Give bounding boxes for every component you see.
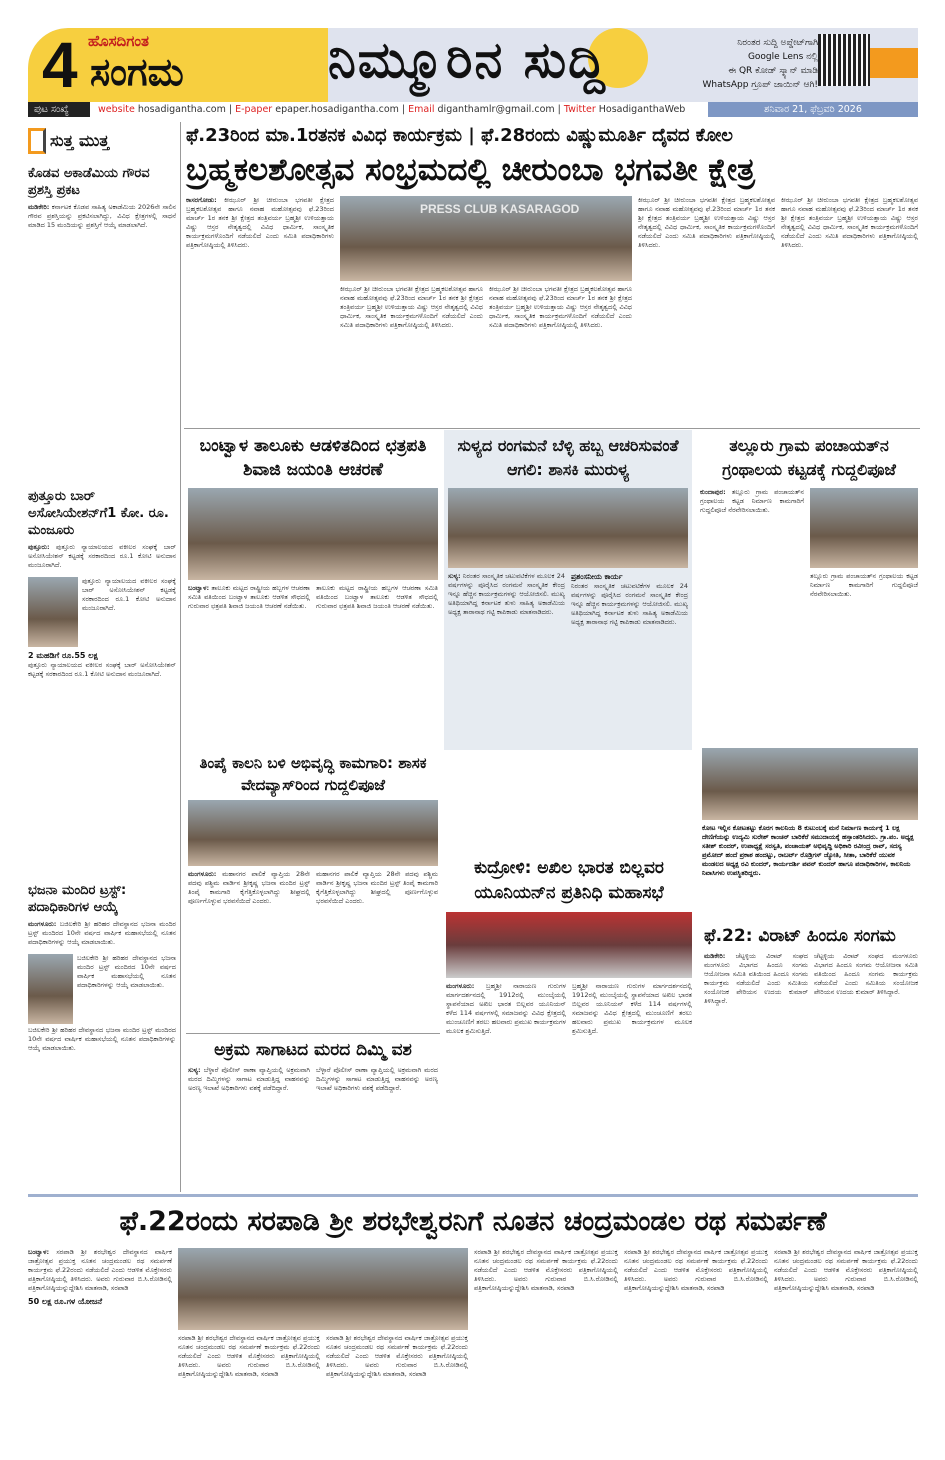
contact-links: website hosadigantha.com | E-paper epaper.hosadigantha.com | Email diganthamlr@gmail.com | Twitter HosadiganthaWeb [98,104,686,115]
dateline: ಮಂಗಳೂರು: [446,982,475,990]
page-label: ಪುಟ ಸಂಖ್ಯೆ [28,102,90,117]
article-body: ಪುತ್ತೂರು ನ್ಯಾಯಾಲಯದ ವಕೀಲರ ಸಂಘಕ್ಕೆ ಬಾರ್ ಅಸೋಸಿಯೇಶನ್ ಕಟ್ಟಡಕ್ಕೆ ಸರಕಾರದಿಂದ ರೂ.1 ಕೋಟಿ ಅನುದಾನ ಮಂಜೂರಾಗಿದೆ. [28,661,176,678]
press-meet-photo [178,1248,468,1330]
event-photo [810,488,918,568]
dateline: ಕಾಸರಗೋಡು: [186,196,217,204]
dateline: ಮಡಿಕೇರಿ: [704,952,726,960]
article-body: ಸರಪಾಡಿ ಶ್ರೀ ಶರಭೇಶ್ವರ ದೇವಸ್ಥಾನದ ವಾರ್ಷಿಕ ಜಾತ್ರೋತ್ಸವ ಪ್ರಯುಕ್ತ ನೂತನ ಚಂದ್ರಮಂಡಲ ರಥ ಸಮರ್ಪಣೆ ಕಾರ್ಯಕ್ರಮ ಫೆ.22ರಂದು ನಡೆಯಲಿದೆ ಎಂದು ಆಡಳಿತ ಮೊಕ್ತೇಸರರು ಪತ್ರಿಕಾಗೋಷ್ಠಿಯಲ್ಲಿ ತಿಳಿಸಿದರು. ಅವರು ಗುರುವಾರ ಬಿ.ಸಿ.ರೋಡಿನಲ್ಲಿ ಪತ್ರಿಕಾಗೋಷ್ಠಿಯನ್ನುದ್ದೇಶಿಸಿ ಮಾತನಾಡಿ, ಸರಪಾಡಿ [624,1248,768,1292]
event-photo [448,488,688,568]
kota-photo-story [702,748,918,878]
article-body: ಪುತ್ತೂರು ನ್ಯಾಯಾಲಯದ ವಕೀಲರ ಸಂಘಕ್ಕೆ ಬಾರ್ ಅಸೋಸಿಯೇಶನ್ ಕಟ್ಟಡಕ್ಕೆ ಸರಕಾರದಿಂದ ರೂ.1 ಕೋಟಿ ಅನುದಾನ ಮಂಜೂರಾಗಿದೆ. [82,577,176,612]
headline: ತಿಂಪೈ ಕಾಲನಿ ಬಳಿ ಅಭಿವೃದ್ಧಿ ಕಾಮಗಾರಿ: ಶಾಸಕ ವೇದವ್ಯಾಸ್‌ರಿಂದ ಗುದ್ದಲಿಪೂಜೆ [199,754,427,794]
story-kodava [28,165,176,488]
article-body: ಸರಪಾಡಿ ಶ್ರೀ ಶರಭೇಶ್ವರ ದೇವಸ್ಥಾನದ ವಾರ್ಷಿಕ ಜಾತ್ರೋತ್ಸವ ಪ್ರಯುಕ್ತ ನೂತನ ಚಂದ್ರಮಂಡಲ ರಥ ಸಮರ್ಪಣೆ ಕಾರ್ಯಕ್ರಮ ಫೆ.22ರಂದು ನಡೆಯಲಿದೆ ಎಂದು ಆಡಳಿತ ಮೊಕ್ತೇಸರರು ಪತ್ರಿಕಾಗೋಷ್ಠಿಯಲ್ಲಿ ತಿಳಿಸಿದರು. ಅವರು ಗುರುವಾರ ಬಿ.ಸಿ.ರೋಡಿನಲ್ಲಿ ಪತ್ರಿಕಾಗೋಷ್ಠಿಯನ್ನುದ್ದೇಶಿಸಿ ಮಾತನಾಡಿ, ಸರಪಾಡಿ [774,1248,918,1292]
subheading: 2 ಮಹಡಿಗೆ ರೂ.55 ಲಕ್ಷ [28,651,98,660]
article-body: ಮಹಾನಗರ ಪಾಲಿಕೆ ವ್ಯಾಪ್ತಿಯ 28ನೇ ಪದವು ಪಶ್ಚಿಮ ವಾರ್ಡಿನ ಶ್ರೀಕೃಷ್ಣ ಭಜನಾ ಮಂದಿರ ಟ್ರಸ್ಟ್ ತಿಂಪೈ ಕಾಮಗಾರಿ ಕೈಗೆತ್ತಿಕೊಳ್ಳಲಾಗಿದ್ದು ಶೀಘ್ರದಲ್ಲಿ ಪೂರ್ಣಗೊಳ್ಳುವ ಭರವಸೆಯಿದೆ ಎಂದರು. [188,870,310,905]
qr-line: WhatsApp ಗ್ರೂಪ್ ಜಾಯಿನ್ ಆಗಿ! [702,80,818,90]
section-header [28,128,178,154]
subheading: 50 ಲಕ್ಷ ರೂ.ಗಳ ಯೋಜನೆ [28,1297,103,1306]
headline: ಕೊಡವ ಅಕಾಡೆಮಿಯ ಗೌರವ ಪ್ರಶಸ್ತಿ ಪ್ರಕಟ [28,166,150,198]
headline: ಭಜನಾ ಮಂದಿರ ಟ್ರಸ್ಟ್: ಪದಾಧಿಕಾರಿಗಳ ಆಯ್ಕೆ [28,883,127,915]
article-body: ಬಜಿಲಕೇರಿ ಶ್ರೀ ಹರಿಹರ ದೇವಸ್ಥಾನದ ಭಜನಾ ಮಂದಿರ ಟ್ರಸ್ಟ್ ಮಂದಿರದ 10ನೇ ವರ್ಷದ ವಾರ್ಷಿಕ ಮಹಾಸಭೆಯಲ್ಲಿ ನೂತನ ಪದಾಧಿಕಾರಿಗಳನ್ನು ಆಯ್ಕೆ ಮಾಡಲಾಯಿತು. [28,920,176,946]
qr-line: ನಿರಂತರ ಸುದ್ದಿ ಅಪ್ಡೇಟ್‌ಗಾಗಿ [737,38,818,48]
article-body: ತಲ್ಲೂರು ಗ್ರಾಮ ಪಂಚಾಯತ್‌ನ ಗ್ರಂಥಾಲಯ ಕಟ್ಟಡ ನಿರ್ಮಾಣ ಕಾಮಗಾರಿಗೆ ಗುದ್ದಲಿಪೂಜೆ ನೆರವೇರಿಸಲಾಯಿತು. [810,572,918,598]
event-photo [188,488,438,580]
event-photo [702,748,918,820]
headline: ಫೆ.22ರಂದು ಸರಪಾಡಿ ಶ್ರೀ ಶರಭೇಶ್ವರನಿಗೆ ನೂತನ ಚಂದ್ರಮಂಡಲ ರಥ ಸಮರ್ಪಣೆ [119,1206,827,1237]
headline: ಸುಳ್ಯದ ರಂಗಮನೆ ಬೆಳ್ಳಿ ಹಬ್ಬ ಆಚರಿಸುವಂತೆ ಆಗಲಿ: ಶಾಸಕಿ ಮುರುಳ್ಯ [457,436,679,479]
event-photo [188,800,438,866]
story-virat-hindu-sangama [704,924,918,1192]
article-body: ತಾಲೂಕು ಮಟ್ಟದ ರಾಷ್ಟ್ರೀಯ ಹಬ್ಬಗಳ ಆಚರಣಾ ಸಮಿತಿ ವತಿಯಿಂದ ಬಂಟ್ವಾಳ ತಾಲೂಕು ಆಡಳಿತ ಸೌಧದಲ್ಲಿ ಗುರುವಾರ ಛತ್ರಪತಿ ಶಿವಾಜಿ ಜಯಂತಿ ಆಚರಣೆ ನಡೆಯಿತು. [188,584,310,610]
story-talluru [700,434,918,688]
press-meet-photo [340,196,632,281]
article-body: ಕೀಝೂರ್ ಶ್ರೀ ಚೀರುಂಬಾ ಭಗವತೀ ಕ್ಷೇತ್ರದ ಬ್ರಹ್ಮಕಲಶೋತ್ಸವ ಹಾಗೂ ನವಾಹ ಮಹೋತ್ಸವವು ಫೆ.23ರಿಂದ ಮಾರ್ಚ್ 1ರ ತನಕ ಶ್ರೀ ಕ್ಷೇತ್ರದ ತಂತ್ರಿವರ್ಯ ಬ್ರಹ್ಮಶ್ರೀ ಉಳಿಯತ್ತಾಯ ವಿಷ್ಣು ಆಸ್ರರ ನೇತೃತ್ವದಲ್ಲಿ ವಿವಿಧ ಧಾರ್ಮಿಕ, ಸಾಂಸ್ಕೃತಿಕ ಕಾರ್ಯಕ್ರಮಗಳೊಂದಿಗೆ ನಡೆಯಲಿದೆ ಎಂದು ಸಮಿತಿ ಪದಾಧಿಕಾರಿಗಳು ಪತ್ರಿಕಾಗೋಷ್ಠಿಯಲ್ಲಿ ತಿಳಿಸಿದರು. [186,196,334,249]
article-body: ಸರಪಾಡಿ ಶ್ರೀ ಶರಭೇಶ್ವರ ದೇವಸ್ಥಾನದ ವಾರ್ಷಿಕ ಜಾತ್ರೋತ್ಸವ ಪ್ರಯುಕ್ತ ನೂತನ ಚಂದ್ರಮಂಡಲ ರಥ ಸಮರ್ಪಣೆ ಕಾರ್ಯಕ್ರಮ ಫೆ.22ರಂದು ನಡೆಯಲಿದೆ ಎಂದು ಆಡಳಿತ ಮೊಕ್ತೇಸರರು ಪತ್ರಿಕಾಗೋಷ್ಠಿಯಲ್ಲಿ ತಿಳಿಸಿದರು. ಅವರು ಗುರುವಾರ ಬಿ.ಸಿ.ರೋಡಿನಲ್ಲಿ ಪತ್ರಿಕಾಗೋಷ್ಠಿಯನ್ನುದ್ದೇಶಿಸಿ ಮಾತನಾಡಿ, ಸರಪಾಡಿ [178,1334,320,1378]
article-body: ಚೆಟ್ಟಳ್ಳಿಯ ವಿರಾಟ್ ಸಂಘದ ಮಂಗಳೂರು ವಿಭಾಗದ ಹಿಂದೂ ಸಂಗಮ ಆಯೋಜನಾ ಸಮಿತಿ ವತಿಯಿಂದ ಹಿಂದೂ ಸಂಗಮ ಕಾರ್ಯಕ್ರಮ ನಡೆಯಲಿದೆ ಎಂದು ಸಮಿತಿಯ ಸಂಯೋಜಕ ಪೇರಿಯನ ಉದಯ ಕುಮಾರ್ ತಿಳಿಸಿದ್ದಾರೆ. [814,952,918,996]
page-title: ನಿಮ್ಮೂರಿನ ಸುದ್ದಿ [328,30,607,89]
masthead [28,28,918,102]
article-body: ಮಹಾನಗರ ಪಾಲಿಕೆ ವ್ಯಾಪ್ತಿಯ 28ನೇ ಪದವು ಪಶ್ಚಿಮ ವಾರ್ಡಿನ ಶ್ರೀಕೃಷ್ಣ ಭಜನಾ ಮಂದಿರ ಟ್ರಸ್ಟ್ ತಿಂಪೈ ಕಾಮಗಾರಿ ಕೈಗೆತ್ತಿಕೊಳ್ಳಲಾಗಿದ್ದು ಶೀಘ್ರದಲ್ಲಿ ಪೂರ್ಣಗೊಳ್ಳುವ ಭರವಸೆಯಿದೆ ಎಂದರು. [316,870,438,905]
story-puttur-bar [28,488,176,791]
dateline: ಸುಳ್ಯ: [188,1066,201,1074]
dateline: ಸುಳ್ಯ: [448,572,461,580]
article-body: ಕರ್ನಾಟಕ ಕೊಡವ ಸಾಹಿತ್ಯ ಅಕಾಡೆಮಿಯ 2026ನೇ ಸಾಲಿನ ಗೌರವ ಪ್ರಶಸ್ತಿಯನ್ನು ಪ್ರಕಟಿಸಲಾಗಿದ್ದು, ವಿವಿಧ ಕ್ಷೇತ್ರಗಳಲ್ಲಿ ಸಾಧನೆ ಮಾಡಿದ 15 ಮಂದಿಯನ್ನು ಪ್ರಶಸ್ತಿಗೆ ಆಯ್ಕೆ ಮಾಡಲಾಗಿದೆ. [28,203,176,229]
headline: ತಲ್ಲೂರು ಗ್ರಾಮ ಪಂಚಾಯತ್‌ನ ಗ್ರಂಥಾಲಯ ಕಟ್ಟಡಕ್ಕೆ ಗುದ್ದಲಿಪೂಜೆ [722,436,896,479]
section-title: ಸುತ್ತ ಮುತ್ತ [50,131,110,150]
person-photo [28,954,73,1024]
dateline: ಮಂಗಳೂರು: [188,870,217,878]
article-body: ಬ್ರಹ್ಮಶ್ರೀ ನಾರಾಯಣ ಗುರುಗಳ ಮಾರ್ಗದರ್ಶನದಲ್ಲಿ 1912ರಲ್ಲಿ ಮುಂಬೈಯಲ್ಲಿ ಸ್ಥಾಪನೆಯಾದ ಅಖಿಲ ಭಾರತ ಬಿಲ್ಲವರ ಯೂನಿಯನ್ ಕಳೆದ 114 ವರ್ಷಗಳಲ್ಲಿ ಸಮಾಜವನ್ನು ವಿವಿಧ ಕ್ಷೇತ್ರದಲ್ಲಿ ಮುಂಚೂಣಿಗೆ ತರಲು ಹಲವಾರು ಪ್ರಮುಖ ಕಾರ್ಯಕ್ರಮಗಳ ಮೂಲಕ ಶ್ರಮಿಸುತ್ತಿದೆ. [572,982,692,1035]
event-photo [446,912,692,978]
article-body: ನಿರಂತರ ಸಾಂಸ್ಕೃತಿಕ ಚಟುವಟಿಕೆಗಳ ಮೂಲಕ 24 ವರ್ಷಗಳನ್ನು ಪೂರೈಸಿದ ರಂಗಮನೆ ಸಾಂಸ್ಕೃತಿಕ ಕೇಂದ್ರ ಇನ್ನೂ ಹೆಚ್ಚಿನ ಕಾರ್ಯಕ್ರಮಗಳನ್ನು ಆಯೋಜಿಸಲಿ. ಮುಖ್ಯ ಅತಿಥಿಯಾಗಿದ್ದ ಕರ್ನಾಟಕ ತುಳು ಸಾಹಿತ್ಯ ಅಕಾಡೆಮಿಯ ಅಧ್ಯಕ್ಷ ತಾರಾನಾಥ ಗಟ್ಟಿ ಕಾಪಿಕಾಡು ಮಾತನಾಡಿದರು. [571,582,688,626]
dateline: ಕುಂದಾಪುರ: [700,488,726,496]
headline: ಫೆ.22: ವಿರಾಟ್ ಹಿಂದೂ ಸಂಗಮ [704,926,896,946]
column-divider [180,122,181,1192]
article-body: ತಲ್ಲೂರು ಗ್ರಾಮ ಪಂಚಾಯತ್‌ನ ಗ್ರಂಥಾಲಯ ಕಟ್ಟಡ ನಿರ್ಮಾಣ ಕಾಮಗಾರಿಗೆ ಗುದ್ದಲಿಪೂಜೆ ನೆರವೇರಿಸಲಾಯಿತು. [700,488,804,514]
headline: ಪುತ್ತೂರು ಬಾರ್ ಅಸೋಸಿಯೇಶನ್‌ಗೆ1 ಕೋ. ರೂ. ಮಂಜೂರು [28,489,169,538]
issue-date: ಶನಿವಾರ 21, ಫೆಬ್ರವರಿ 2026 [708,102,918,117]
article-body: ಬ್ರಹ್ಮಶ್ರೀ ನಾರಾಯಣ ಗುರುಗಳ ಮಾರ್ಗದರ್ಶನದಲ್ಲಿ 1912ರಲ್ಲಿ ಮುಂಬೈಯಲ್ಲಿ ಸ್ಥಾಪನೆಯಾದ ಅಖಿಲ ಭಾರತ ಬಿಲ್ಲವರ ಯೂನಿಯನ್ ಕಳೆದ 114 ವರ್ಷಗಳಲ್ಲಿ ಸಮಾಜವನ್ನು ವಿವಿಧ ಕ್ಷೇತ್ರದಲ್ಲಿ ಮುಂಚೂಣಿಗೆ ತರಲು ಹಲವಾರು ಪ್ರಮುಖ ಕಾರ್ಯಕ್ರಮಗಳ ಮೂಲಕ ಶ್ರಮಿಸುತ್ತಿದೆ. [446,982,566,1035]
orange-accent [870,48,918,78]
article-body: ಬೆಳ್ಳಾರೆ ಪೊಲೀಸ್ ಠಾಣಾ ವ್ಯಾಪ್ತಿಯಲ್ಲಿ ಅಕ್ರಮವಾಗಿ ಮರದ ದಿಮ್ಮಿಗಳನ್ನು ಸಾಗಾಟ ಮಾಡುತ್ತಿದ್ದ ವಾಹನವನ್ನು ಅರಣ್ಯ ಇಲಾಖೆ ಅಧಿಕಾರಿಗಳು ವಶಕ್ಕೆ ಪಡೆದಿದ್ದಾರೆ. [316,1066,438,1092]
qr-line: ಈ QR ಕೋಡ್ ಸ್ಕ್ಯಾನ್ ಮಾಡಿ [728,66,818,76]
story-bantwal [188,434,438,732]
article-body: ಚೆಟ್ಟಳ್ಳಿಯ ವಿರಾಟ್ ಸಂಘದ ಮಂಗಳೂರು ವಿಭಾಗದ ಹಿಂದೂ ಸಂಗಮ ಆಯೋಜನಾ ಸಮಿತಿ ವತಿಯಿಂದ ಹಿಂದೂ ಸಂಗಮ ಕಾರ್ಯಕ್ರಮ ನಡೆಯಲಿದೆ ಎಂದು ಸಮಿತಿಯ ಸಂಯೋಜಕ ಪೇರಿಯನ ಉದಯ ಕುಮಾರ್ ತಿಳಿಸಿದ್ದಾರೆ. [704,952,808,1005]
story-akrama [188,1038,438,1186]
article-body: ನಿರಂತರ ಸಾಂಸ್ಕೃತಿಕ ಚಟುವಟಿಕೆಗಳ ಮೂಲಕ 24 ವರ್ಷಗಳನ್ನು ಪೂರೈಸಿದ ರಂಗಮನೆ ಸಾಂಸ್ಕೃತಿಕ ಕೇಂದ್ರ ಇನ್ನೂ ಹೆಚ್ಚಿನ ಕಾರ್ಯಕ್ರಮಗಳನ್ನು ಆಯೋಜಿಸಲಿ. ಮುಖ್ಯ ಅತಿಥಿಯಾಗಿದ್ದ ಕರ್ನಾಟಕ ತುಳು ಸಾಹಿತ್ಯ ಅಕಾಡೆಮಿಯ ಅಧ್ಯಕ್ಷ ತಾರಾನಾಥ ಗಟ್ಟಿ ಕಾಪಿಕಾಡು ಮಾತನಾಡಿದರು. [448,572,565,616]
article-body: ಬಜಿಲಕೇರಿ ಶ್ರೀ ಹರಿಹರ ದೇವಸ್ಥಾನದ ಭಜನಾ ಮಂದಿರ ಟ್ರಸ್ಟ್ ಮಂದಿರದ 10ನೇ ವರ್ಷದ ವಾರ್ಷಿಕ ಮಹಾಸಭೆಯಲ್ಲಿ ನೂತನ ಪದಾಧಿಕಾರಿಗಳನ್ನು ಆಯ್ಕೆ ಮಾಡಲಾಯಿತು. [77,954,176,989]
story-sullia [444,430,692,750]
article-body: ಕೀಝೂರ್ ಶ್ರೀ ಚೀರುಂಬಾ ಭಗವತೀ ಕ್ಷೇತ್ರದ ಬ್ರಹ್ಮಕಲಶೋತ್ಸವ ಹಾಗೂ ನವಾಹ ಮಹೋತ್ಸವವು ಫೆ.23ರಿಂದ ಮಾರ್ಚ್ 1ರ ತನಕ ಶ್ರೀ ಕ್ಷೇತ್ರದ ತಂತ್ರಿವರ್ಯ ಬ್ರಹ್ಮಶ್ರೀ ಉಳಿಯತ್ತಾಯ ವಿಷ್ಣು ಆಸ್ರರ ನೇತೃತ್ವದಲ್ಲಿ ವಿವಿಧ ಧಾರ್ಮಿಕ, ಸಾಂಸ್ಕೃತಿಕ ಕಾರ್ಯಕ್ರಮಗಳೊಂದಿಗೆ ನಡೆಯಲಿದೆ ಎಂದು ಸಮಿತಿ ಪದಾಧಿಕಾರಿಗಳು ಪತ್ರಿಕಾಗೋಷ್ಠಿಯಲ್ಲಿ ತಿಳಿಸಿದರು. [489,285,632,329]
article-body: ಕೀಝೂರ್ ಶ್ರೀ ಚೀರುಂಬಾ ಭಗವತೀ ಕ್ಷೇತ್ರದ ಬ್ರಹ್ಮಕಲಶೋತ್ಸವ ಹಾಗೂ ನವಾಹ ಮಹೋತ್ಸವವು ಫೆ.23ರಿಂದ ಮಾರ್ಚ್ 1ರ ತನಕ ಶ್ರೀ ಕ್ಷೇತ್ರದ ತಂತ್ರಿವರ್ಯ ಬ್ರಹ್ಮಶ್ರೀ ಉಳಿಯತ್ತಾಯ ವಿಷ್ಣು ಆಸ್ರರ ನೇತೃತ್ವದಲ್ಲಿ ವಿವಿಧ ಧಾರ್ಮಿಕ, ಸಾಂಸ್ಕೃತಿಕ ಕಾರ್ಯಕ್ರಮಗಳೊಂದಿಗೆ ನಡೆಯಲಿದೆ ಎಂದು ಸಮಿತಿ ಪದಾಧಿಕಾರಿಗಳು ಪತ್ರಿಕಾಗೋಷ್ಠಿಯಲ್ಲಿ ತಿಳಿಸಿದರು. [638,196,775,249]
website-label: website [98,104,135,115]
photo-backdrop-text: PRESS CLUB KASARAGOD [420,202,580,216]
dateline: ಮಂಗಳೂರು: [28,920,57,928]
email-label: Email [408,104,435,115]
headline: ಕುದ್ರೋಳಿ: ಅಖಿಲ ಭಾರತ ಬಿಲ್ಲವರ ಯೂನಿಯನ್‌ನ ಪ್ರತಿನಿಧಿ ಮಹಾಸಭೆ [474,858,664,903]
article-body: ಸರಪಾಡಿ ಶ್ರೀ ಶರಭೇಶ್ವರ ದೇವಸ್ಥಾನದ ವಾರ್ಷಿಕ ಜಾತ್ರೋತ್ಸವ ಪ್ರಯುಕ್ತ ನೂತನ ಚಂದ್ರಮಂಡಲ ರಥ ಸಮರ್ಪಣೆ ಕಾರ್ಯಕ್ರಮ ಫೆ.22ರಂದು ನಡೆಯಲಿದೆ ಎಂದು ಆಡಳಿತ ಮೊಕ್ತೇಸರರು ಪತ್ರಿಕಾಗೋಷ್ಠಿಯಲ್ಲಿ ತಿಳಿಸಿದರು. ಅವರು ಗುರುವಾರ ಬಿ.ಸಿ.ರೋಡಿನಲ್ಲಿ ಪತ್ರಿಕಾಗೋಷ್ಠಿಯನ್ನುದ್ದೇಶಿಸಿ ಮಾತನಾಡಿ, ಸರಪಾಡಿ [474,1248,618,1292]
divider [28,1194,918,1197]
dateline: ಬಂಟ್ವಾಳ: [188,584,210,592]
qr-line: Google Lens ನಲ್ಲಿ [747,52,818,62]
story-sarapadi [28,1200,918,1438]
headline: ಬಂಟ್ವಾಳ ತಾಲೂಕು ಆಡಳಿತದಿಂದ ಛತ್ರಪತಿ ಶಿವಾಜಿ ಜಯಂತಿ ಆಚರಣೆ [199,436,427,480]
article-body: ಕೀಝೂರ್ ಶ್ರೀ ಚೀರುಂಬಾ ಭಗವತೀ ಕ್ಷೇತ್ರದ ಬ್ರಹ್ಮಕಲಶೋತ್ಸವ ಹಾಗೂ ನವಾಹ ಮಹೋತ್ಸವವು ಫೆ.23ರಿಂದ ಮಾರ್ಚ್ 1ರ ತನಕ ಶ್ರೀ ಕ್ಷೇತ್ರದ ತಂತ್ರಿವರ್ಯ ಬ್ರಹ್ಮಶ್ರೀ ಉಳಿಯತ್ತಾಯ ವಿಷ್ಣು ಆಸ್ರರ ನೇತೃತ್ವದಲ್ಲಿ ವಿವಿಧ ಧಾರ್ಮಿಕ, ಸಾಂಸ್ಕೃತಿಕ ಕಾರ್ಯಕ್ರಮಗಳೊಂದಿಗೆ ನಡೆಯಲಿದೆ ಎಂದು ಸಮಿತಿ ಪದಾಧಿಕಾರಿಗಳು ಪತ್ರಿಕಾಗೋಷ್ಠಿಯಲ್ಲಿ ತಿಳಿಸಿದರು. [340,285,483,329]
dateline: ಮಡಿಕೇರಿ: [28,203,50,211]
twitter-link[interactable]: HosadiganthaWeb [598,104,686,115]
twitter-label: Twitter [563,104,596,115]
epaper-label: E-paper [235,104,273,115]
qr-instructions [668,36,818,92]
article-body: ಸರಪಾಡಿ ಶ್ರೀ ಶರಭೇಶ್ವರ ದೇವಸ್ಥಾನದ ವಾರ್ಷಿಕ ಜಾತ್ರೋತ್ಸವ ಪ್ರಯುಕ್ತ ನೂತನ ಚಂದ್ರಮಂಡಲ ರಥ ಸಮರ್ಪಣೆ ಕಾರ್ಯಕ್ರಮ ಫೆ.22ರಂದು ನಡೆಯಲಿದೆ ಎಂದು ಆಡಳಿತ ಮೊಕ್ತೇಸರರು ಪತ್ರಿಕಾಗೋಷ್ಠಿಯಲ್ಲಿ ತಿಳಿಸಿದರು. ಅವರು ಗುರುವಾರ ಬಿ.ಸಿ.ರೋಡಿನಲ್ಲಿ ಪತ್ರಿಕಾಗೋಷ್ಠಿಯನ್ನುದ್ದೇಶಿಸಿ ಮಾತನಾಡಿ, ಸರಪಾಡಿ [326,1334,468,1378]
article-body: ತಾಲೂಕು ಮಟ್ಟದ ರಾಷ್ಟ್ರೀಯ ಹಬ್ಬಗಳ ಆಚರಣಾ ಸಮಿತಿ ವತಿಯಿಂದ ಬಂಟ್ವಾಳ ತಾಲೂಕು ಆಡಳಿತ ಸೌಧದಲ್ಲಿ ಗುರುವಾರ ಛತ್ರಪತಿ ಶಿವಾಜಿ ಜಯಂತಿ ಆಚರಣೆ ನಡೆಯಿತು. [316,584,438,610]
headline: ಅಕ್ರಮ ಸಾಗಾಟದ ಮರದ ದಿಮ್ಮಿ ವಶ [214,1040,412,1060]
dateline: ಪುತ್ತೂರು: [28,543,50,551]
story-kudroli [446,856,692,1182]
article-body: ಕೀಝೂರ್ ಶ್ರೀ ಚೀರುಂಬಾ ಭಗವತೀ ಕ್ಷೇತ್ರದ ಬ್ರಹ್ಮಕಲಶೋತ್ಸವ ಹಾಗೂ ನವಾಹ ಮಹೋತ್ಸವವು ಫೆ.23ರಿಂದ ಮಾರ್ಚ್ 1ರ ತನಕ ಶ್ರೀ ಕ್ಷೇತ್ರದ ತಂತ್ರಿವರ್ಯ ಬ್ರಹ್ಮಶ್ರೀ ಉಳಿಯತ್ತಾಯ ವಿಷ್ಣು ಆಸ್ರರ ನೇತೃತ್ವದಲ್ಲಿ ವಿವಿಧ ಧಾರ್ಮಿಕ, ಸಾಂಸ್ಕೃತಿಕ ಕಾರ್ಯಕ್ರಮಗಳೊಂದಿಗೆ ನಡೆಯಲಿದೆ ಎಂದು ಸಮಿತಿ ಪದಾಧಿಕಾರಿಗಳು ಪತ್ರಿಕಾಗೋಷ್ಠಿಯಲ್ಲಿ ತಿಳಿಸಿದರು. [781,196,918,249]
epaper-link[interactable]: epaper.hosadigantha.com [275,104,399,115]
dateline: ಬಂಟ್ವಾಳ: [28,1248,50,1256]
qr-code[interactable] [818,34,870,86]
headline: ಬ್ರಹ್ಮಕಲಶೋತ್ಸವ ಸಂಭ್ರಮದಲ್ಲಿ ಚೀರುಂಬಾ ಭಗವತೀ ಕ್ಷೇತ್ರ [186,152,755,188]
lead-story [186,124,918,416]
subheading: ಪ್ರಶಂಸನೀಯ ಕಾರ್ಯ [571,572,623,581]
story-bhajana-mandira [28,882,176,1176]
kicker: ಫೆ.23ರಿಂದ ಮಾ.1ರತನಕ ವಿವಿಧ ಕಾರ್ಯಕ್ರಮ | ಫೆ.28ರಂದು ವಿಷ್ಣುಮೂರ್ತಿ ದೈವದ ಕೋಲ [186,125,733,146]
door-icon [28,128,46,154]
website-link[interactable]: hosadigantha.com [137,104,226,115]
email-link[interactable]: diganthamlr@gmail.com [437,104,555,115]
divider [184,428,920,429]
brand-small: ಹೊಸದಿಗಂತ [88,32,149,50]
brand-logo: ಸಂಗಮ [90,50,184,94]
article-body: ಸರಪಾಡಿ ಶ್ರೀ ಶರಭೇಶ್ವರ ದೇವಸ್ಥಾನದ ವಾರ್ಷಿಕ ಜಾತ್ರೋತ್ಸವ ಪ್ರಯುಕ್ತ ನೂತನ ಚಂದ್ರಮಂಡಲ ರಥ ಸಮರ್ಪಣೆ ಕಾರ್ಯಕ್ರಮ ಫೆ.22ರಂದು ನಡೆಯಲಿದೆ ಎಂದು ಆಡಳಿತ ಮೊಕ್ತೇಸರರು ಪತ್ರಿಕಾಗೋಷ್ಠಿಯಲ್ಲಿ ತಿಳಿಸಿದರು. ಅವರು ಗುರುವಾರ ಬಿ.ಸಿ.ರೋಡಿನಲ್ಲಿ ಪತ್ರಿಕಾಗೋಷ್ಠಿಯನ್ನುದ್ದೇಶಿಸಿ ಮಾತನಾಡಿ, ಸರಪಾಡಿ [28,1248,172,1292]
story-thimpe [188,752,438,998]
photo-caption: ಕೋಟ ಇಲ್ಲಿನ ಕೋಟತಟ್ಟು ಕೊರಗ ಕಾಲನಿಯ 8 ಕುಟುಂಬಕ್ಕೆ ಮನೆ ನಿರ್ಮಾಣ ಕಾರ್ಯಕ್ಕೆ 1 ಲಕ್ಷ ದೇಣಿಗೆಯನ್ನು ಉದ್ಯಮಿ ಸುರೇಶ್ ಕಾಂಚನ್ ಬಾರಿಕೆರೆ ಸಮುದಾಯಕ್ಕೆ ಹಸ್ತಾಂತರಿಸಿದರು. ಗ್ರಾ.ಪಂ. ಅಧ್ಯಕ್ಷ ಸತೀಶ್ ಕುಂದರ್, ಉಪಾಧ್ಯಕ್ಷೆ ಸರಸ್ವತಿ, ಪಂಚಾಯತ್ ಅಭಿವೃದ್ಧಿ ಅಧಿಕಾರಿ ರವೀಂದ್ರ ರಾವ್, ಸದಸ್ಯ ಪ್ರಮೋದ್ ಹಂದೆ ಪ್ರಕಾಶ ಹಂದಟ್ಟು, ರಾಬರ್ಟ್ ರೊಡ್ರಿಗಸ್ ಜ್ಯೋತಿ, ಸೀತಾ, ಬಾರಿಕೆರೆ ಯುವಕ ಮಂಡಲದ ಅಧ್ಯಕ್ಷ ರವಿ ಕುಂದರ್, ಕಾರ್ಯದರ್ಶಿ ಪವನ್ ಕುಂದರ್ ಹಾಗೂ ಪದಾಧಿಕಾರಿಗಳ, ಕಾಲನಿಯ ನಿವಾಸಿಗಳು ಉಪಸ್ಥಿತರಿದ್ದರು. [702,824,914,877]
article-body: ಪುತ್ತೂರು ನ್ಯಾಯಾಲಯದ ವಕೀಲರ ಸಂಘಕ್ಕೆ ಬಾರ್ ಅಸೋಸಿಯೇಶನ್ ಕಟ್ಟಡಕ್ಕೆ ಸರಕಾರದಿಂದ ರೂ.1 ಕೋಟಿ ಅನುದಾನ ಮಂಜೂರಾಗಿದೆ. [28,543,176,569]
person-photo [28,577,78,647]
divider [186,1033,440,1034]
article-body: ಬಜಿಲಕೇರಿ ಶ್ರೀ ಹರಿಹರ ದೇವಸ್ಥಾನದ ಭಜನಾ ಮಂದಿರ ಟ್ರಸ್ಟ್ ಮಂದಿರದ 10ನೇ ವರ್ಷದ ವಾರ್ಷಿಕ ಮಹಾಸಭೆಯಲ್ಲಿ ನೂತನ ಪದಾಧಿಕಾರಿಗಳನ್ನು ಆಯ್ಕೆ ಮಾಡಲಾಯಿತು. [28,1026,176,1052]
article-body: ಬೆಳ್ಳಾರೆ ಪೊಲೀಸ್ ಠಾಣಾ ವ್ಯಾಪ್ತಿಯಲ್ಲಿ ಅಕ್ರಮವಾಗಿ ಮರದ ದಿಮ್ಮಿಗಳನ್ನು ಸಾಗಾಟ ಮಾಡುತ್ತಿದ್ದ ವಾಹನವನ್ನು ಅರಣ್ಯ ಇಲಾಖೆ ಅಧಿಕಾರಿಗಳು ವಶಕ್ಕೆ ಪಡೆದಿದ್ದಾರೆ. [188,1066,310,1092]
info-bar [28,102,918,117]
page-number: 4 [42,29,78,101]
